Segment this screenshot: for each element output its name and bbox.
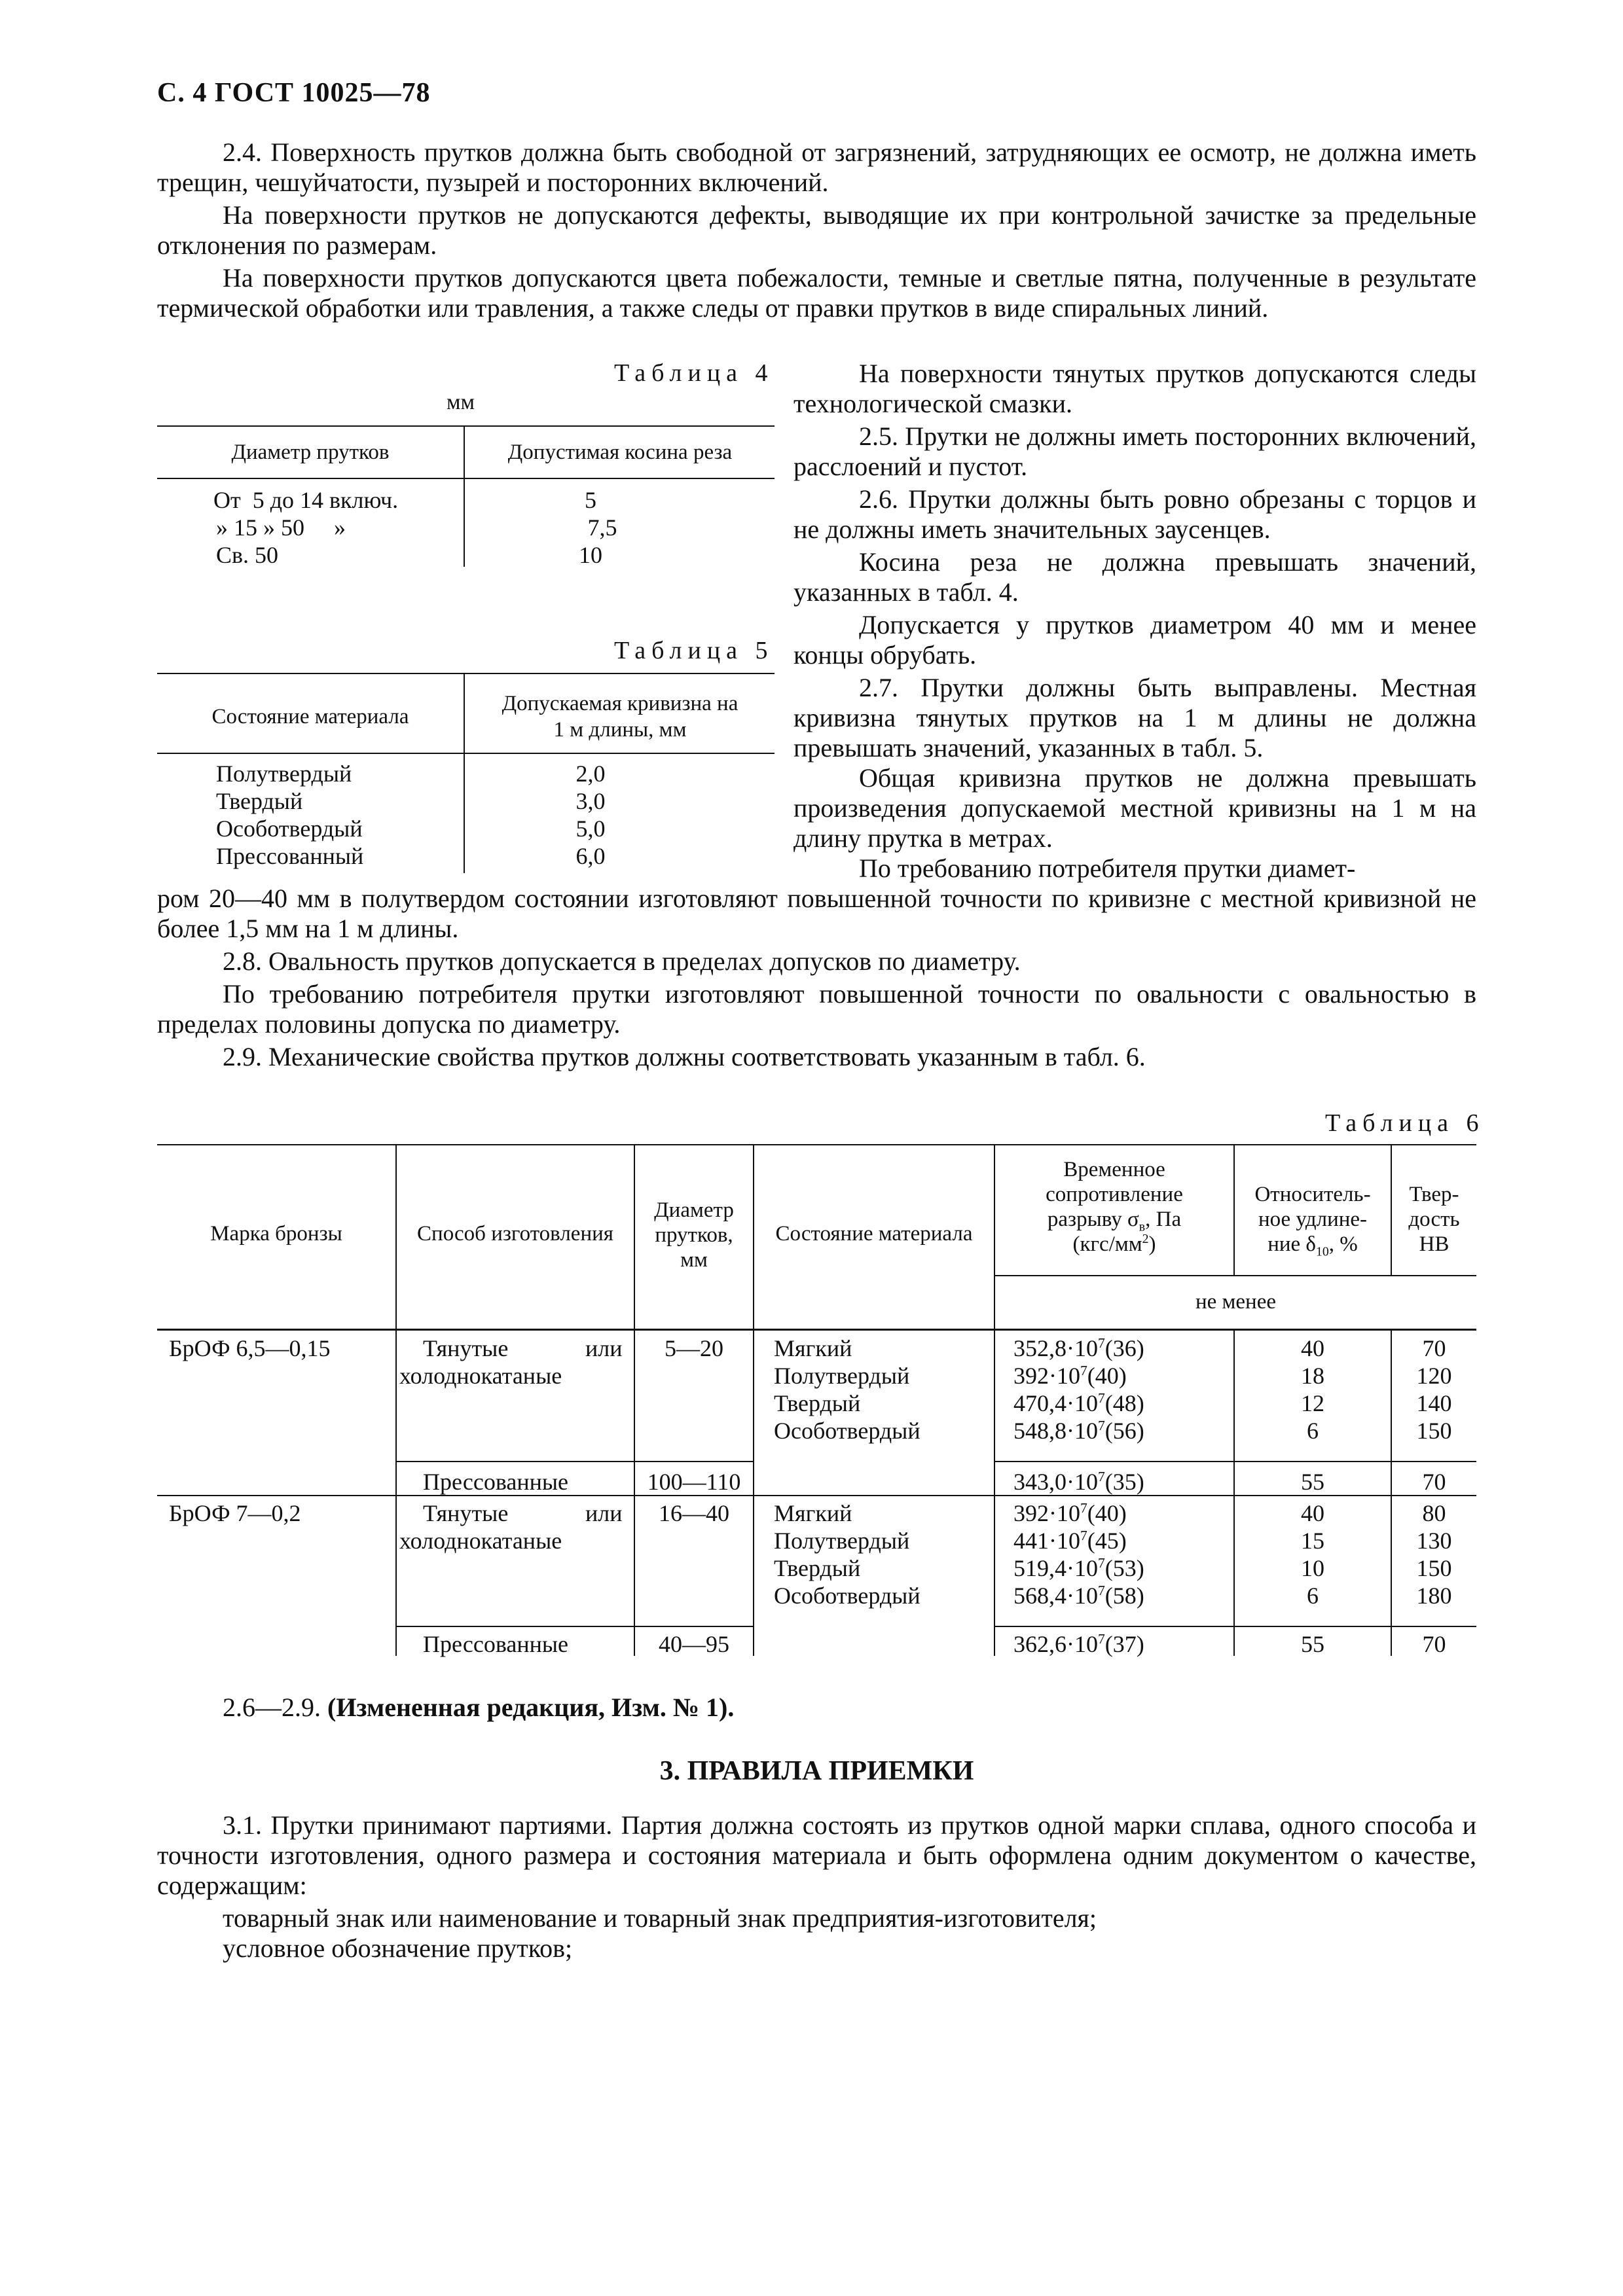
table4-row2-bevel: 7,5 [587,514,617,541]
table6-header-elongation-1: Относитель- [1254,1183,1371,1206]
table6-method-pressed: Прессованные [423,1631,569,1657]
paragraph-2-4: 2.4. Поверхность прутков должна быть свободной от загрязнений, затрудняющих ее осмотр, не должна иметь трещин, чешуйчатости, пузырей и посторонних включений. [157,137,1476,197]
table6-diameter: 5—20 [665,1335,723,1361]
amendment-label: (Измененная редакция, Изм. № 1). [327,1693,735,1722]
table4-header-diameter: Диаметр прутков [231,440,390,464]
table4-header-bevel: Допустимая косина реза [507,440,733,464]
table6-elongation: 12 [1301,1390,1324,1416]
table5-row2-state: Твердый [216,788,303,814]
paragraph-2-5: 2.5. Прутки не должны иметь посторонних включений, расслоений и пустот. [793,422,1476,481]
table6-top-rule [157,1144,1476,1145]
table5-row4-state: Прессованный [216,843,364,869]
table6-strength: $392\cdot 10^7(40)$ [1013,1363,1127,1389]
table5-top-rule [157,673,775,674]
table5-header-curvature-line1: Допускаемая кривизна на [501,692,739,715]
table4-row1-bevel: 5 [585,487,596,513]
table6-header-method: Способ изготовления [417,1222,613,1246]
table6-state: Мягкий [774,1335,852,1361]
table6-hardness: 80 [1422,1500,1446,1526]
table6-rule [395,1461,634,1462]
paragraph-designation: условное обозначение прутков; [223,1933,573,1963]
table6-elongation: 18 [1301,1363,1324,1389]
table6-strength: $519,4\cdot 10^7(53)$ [1013,1555,1144,1581]
table6-elongation: 15 [1301,1528,1324,1554]
table6-hardness: 150 [1416,1555,1452,1581]
page-header: С. 4 ГОСТ 10025—78 [157,78,431,108]
table6-method-pressed: Прессованные [423,1469,569,1495]
paragraph-chop-ends: Допускается у прутков диаметром 40 мм и менее концы обрубать. [793,610,1476,670]
table5-header-state: Состояние материала [211,705,409,728]
table5-header-curvature-line2: 1 м длины, мм [553,718,687,742]
table5-row1-state: Полутвердый [216,761,352,787]
paragraph-customer-cont: ром 20—40 мм в полутвердом состоянии изготовляют повышенной точности по кривизне с местной кривизной не более 1,5 мм на 1 м длины. [157,884,1476,943]
table6-strength: $470,4\cdot 10^7(48)$ [1013,1390,1144,1416]
table6-method: холоднокатаные [399,1528,562,1554]
table6-elongation-pressed: 55 [1301,1631,1324,1657]
paragraph-bevel: Косина реза не должна превышать значений, указанных в табл. 4. [793,547,1476,607]
table6-elongation: 40 [1301,1335,1324,1361]
paragraph-customer-request: По требованию потребителя прутки диамет- [859,853,1356,883]
table6-state: Мягкий [774,1500,852,1526]
table6-strength-pressed: $362,6\cdot 10^7(37)$ [1013,1631,1144,1657]
table5-row2-value: 3,0 [575,788,606,814]
table6-header-strength-4: $(кгс/мм^2)$ [1072,1232,1156,1256]
table4-row3-bevel: 10 [579,542,602,568]
table6-strength: $352,8\cdot 10^7(36)$ [1013,1335,1144,1361]
paragraph-2-7: 2.7. Прутки должны быть выправлены. Местная кривизна тянутых прутков на 1 м длины не должна превышать значений, указанных в табл. 5. [793,673,1476,762]
table6-rule [634,1461,753,1462]
table4-caption: Таблица 4 [614,359,774,387]
table6-grade: БрОФ 6,5—0,15 [169,1335,331,1361]
table5-col-divider [464,673,465,873]
table6-method: холоднокатаные [399,1363,562,1389]
table5-row3-value: 5,0 [575,816,606,842]
table6-hardness: 120 [1416,1363,1452,1389]
table4-top-rule [157,425,775,427]
paragraph-lubricant: На поверхности тянутых прутков допускаются следы технологической смазки. [793,359,1476,418]
table6-diameter-pressed: 100—110 [647,1469,741,1495]
table6-group-rule [157,1495,1476,1496]
table6-state: Твердый [774,1390,861,1416]
table6-elongation-pressed: 55 [1301,1469,1324,1495]
table6-header-strength-2: сопротивление [1046,1183,1183,1206]
table5-row4-value: 6,0 [575,843,606,869]
table4-row3-diameter: Св. 50 [216,542,279,568]
table6-hardness: 130 [1416,1528,1452,1554]
table6-elongation: 10 [1301,1555,1324,1581]
paragraph-trademark: товарный знак или наименование и товарный знак предприятия-изготовителя; [223,1903,1097,1933]
table6-header-strength-1: Временное [1063,1158,1165,1181]
table4-unit: мм [447,390,475,414]
table6-strength: $441\cdot 10^7(45)$ [1013,1528,1127,1554]
section-title: 3. ПРАВИЛА ПРИЕМКИ [659,1756,974,1786]
paragraph-total-curvature: Общая кривизна прутков не должна превышать произведения допускаемой местной кривизны на 1 м на длину прутка в метрах. [793,763,1476,853]
table6-strength-pressed: $343,0\cdot 10^7(35)$ [1013,1469,1144,1495]
table4-col-divider [464,425,465,567]
table6-diameter-pressed: 40—95 [659,1631,729,1657]
table6-caption: Таблица 6 [1325,1109,1485,1137]
table4-row1-diameter: От 5 до 14 включ. [213,487,399,513]
table5-row3-state: Особотвердый [216,816,363,842]
table6-hardness: 180 [1416,1583,1452,1609]
table6-header-diameter-2: прутков, [655,1223,733,1247]
table6-rule [994,1461,1476,1462]
table6-grade: БрОФ 7—0,2 [169,1500,301,1526]
table6-header-strength-3: разрыву $\sigma_в$, Па [1047,1208,1182,1234]
table6-hardness: 70 [1422,1335,1446,1361]
table6-header-elongation-3: ние $\delta_{10}$, % [1267,1232,1358,1259]
amendment-note [157,1693,1476,1723]
table5-header-rule [157,753,775,754]
table6-hardness-pressed: 70 [1422,1631,1446,1657]
table6-rule [395,1626,753,1627]
table6-header-state: Состояние материала [775,1222,973,1246]
table6-header-hardness-2: дость [1408,1208,1460,1231]
table6-strength: $548,8\cdot 10^7(56)$ [1013,1418,1144,1444]
table6-hardness: 150 [1416,1418,1452,1444]
table6-method: Тянутые [423,1500,509,1526]
table6-strength: $392\cdot 10^7(40)$ [1013,1500,1127,1526]
table6-header-rule [157,1329,1476,1331]
amendment-prefix: 2.6—2.9. [223,1693,321,1722]
table6-diameter: 16—40 [659,1500,729,1526]
table6-header-diameter-1: Диаметр [654,1198,734,1222]
table6-state: Особотвердый [774,1583,921,1609]
table6-strength: $568,4\cdot 10^7(58)$ [1013,1583,1144,1609]
table6-header-hardness-1: Твер- [1409,1183,1459,1206]
paragraph-defects: На поверхности прутков не допускаются дефекты, выводящие их при контрольной зачистке за предельные отклонения по размерам. [157,200,1476,260]
table6-state: Особотвердый [774,1418,921,1444]
table5-row1-value: 2,0 [575,761,606,787]
table4-header-rule [157,478,775,479]
table6-method: или [585,1500,623,1526]
paragraph-2-8: 2.8. Овальность прутков допускается в пределах допусков по диаметру. [223,946,1021,976]
table6-header-hardness-3: НВ [1419,1232,1450,1256]
table6-state: Твердый [774,1555,861,1581]
table6-method: Тянутые [423,1335,509,1361]
table6-elongation: 40 [1301,1500,1324,1526]
table6-header-diameter-3: мм [680,1248,708,1272]
table6-state: Полутвердый [774,1528,910,1554]
table6-min-rule [995,1275,1476,1276]
table6-hardness: 140 [1416,1390,1452,1416]
table6-header-grade: Марка бронзы [210,1222,342,1246]
table6-hardness-pressed: 70 [1422,1469,1446,1495]
paragraph-ovality: По требованию потребителя прутки изготовляют повышенной точности по овальности с овальностью в пределах половины допуска по диаметру. [157,979,1476,1039]
table6-method: или [585,1335,623,1361]
table5-caption: Таблица 5 [614,637,774,664]
paragraph-2-6: 2.6. Прутки должны быть ровно обрезаны с торцов и не должны иметь значительных заусенцев. [793,484,1476,544]
paragraph-2-9: 2.9. Механические свойства прутков должны соответствовать указанным в табл. 6. [223,1042,1146,1071]
table6-header-elongation-2: ное удлине- [1258,1208,1368,1231]
table4-row2-diameter: » 15 » 50 » [216,514,346,541]
table6-rule [994,1626,1476,1627]
paragraph-3-1: 3.1. Прутки принимают партиями. Партия должна состоять из прутков одной марки сплава, одного способа и точности изготовления, одного размера и состояния материала и быть оформлена одним документом о качестве, содержащим: [157,1810,1476,1900]
table6-elongation: 6 [1307,1418,1319,1444]
table6-state: Полутвердый [774,1363,910,1389]
paragraph-colors: На поверхности прутков допускаются цвета побежалости, темные и светлые пятна, полученные в результате термической обработки или травления, а также следы от правки прутков в виде спиральных линий. [157,263,1476,323]
table6-elongation: 6 [1307,1583,1319,1609]
table6-header-min: не менее [1195,1290,1277,1314]
